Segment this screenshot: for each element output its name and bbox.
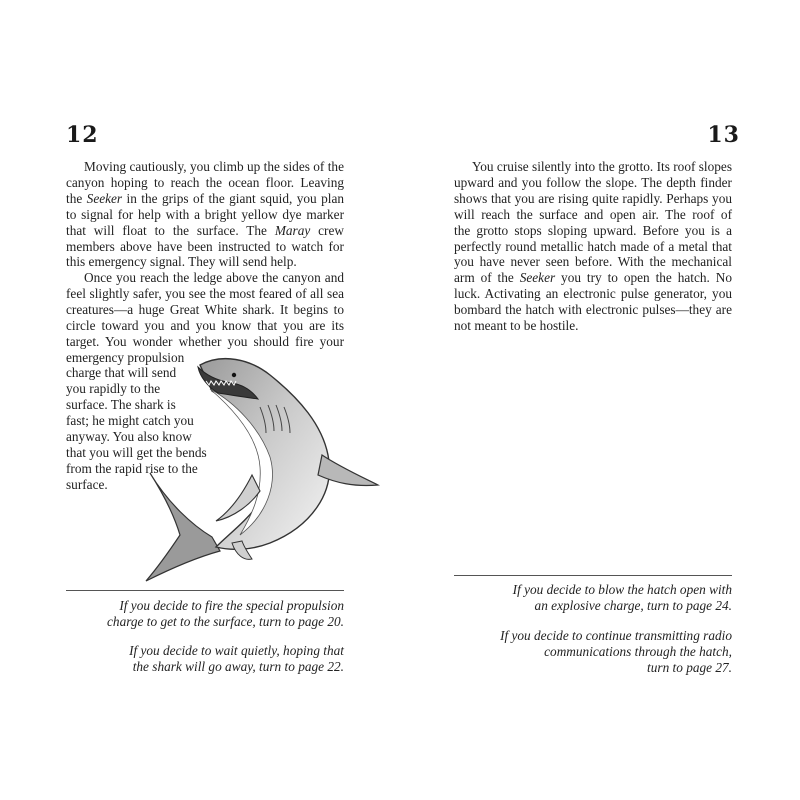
text-line: that you will get the bends — [66, 444, 207, 460]
right-paragraph — [454, 159, 732, 334]
choice-1 — [66, 598, 344, 630]
choice-line: If you decide to fire the special propulsion — [119, 598, 344, 613]
choice-line: charge to get to the surface, turn to page 20. — [107, 614, 344, 629]
left-paragraph-1 — [66, 159, 344, 270]
text-segment: in the grips of the giant squid, you plan — [122, 190, 344, 206]
text-line: the grotto stops sloping upward. Before you is a — [454, 222, 732, 238]
choice-1 — [454, 582, 732, 614]
text-line: surface. The shark is — [66, 397, 176, 413]
text-line: creatures—a huge Great White shark. It begins to — [66, 301, 344, 317]
text-line: you have never seen before. With the mechanical — [454, 254, 732, 270]
text-line: you rapidly to the — [66, 381, 161, 397]
divider-line — [454, 575, 732, 576]
text-segment: you try to open the hatch. No — [555, 270, 733, 286]
ship-name: Seeker — [519, 270, 556, 286]
choice-2 — [66, 643, 344, 675]
text-line: Once you reach the ledge above the canyon and — [84, 270, 344, 285]
choice-line: an explosive charge, turn to page 24. — [534, 598, 732, 613]
text-line: canyon hoping to reach the ocean floor. Leaving — [66, 174, 344, 190]
choice-line: If you decide to wait quietly, hoping that — [129, 643, 344, 658]
text-line: upward and you follow the slope. The depth finder — [454, 174, 732, 190]
shark-illustration — [140, 345, 380, 585]
page-number: 12 — [66, 122, 99, 148]
text-segment: that will float to the surface. The — [66, 222, 275, 238]
text-line — [454, 270, 732, 286]
text-line: circle toward you and you know that you are its — [66, 317, 344, 333]
choice-line: If you decide to continue transmitting radio — [500, 628, 732, 643]
text-line: emergency propulsion — [66, 349, 185, 365]
choice-line: the shark will go away, turn to page 22. — [132, 659, 344, 674]
ship-name: Seeker — [86, 190, 123, 206]
text-line: shows that you are rising quite rapidly. Perhaps you — [454, 190, 732, 206]
text-line: fast; he might catch you — [66, 413, 194, 429]
choice-line: communications through the hatch, — [544, 644, 732, 659]
divider-line — [66, 590, 344, 591]
text-line: bombard the hatch with electronic pulses—they are — [454, 302, 732, 318]
text-line: members above have been instructed to watch for — [66, 238, 344, 254]
text-line — [66, 223, 344, 239]
text-segment: crew — [310, 222, 344, 238]
text-line — [66, 191, 344, 207]
choice-line: If you decide to blow the hatch open with — [512, 582, 732, 597]
text-segment: arm of the — [454, 270, 520, 286]
text-line: anyway. You also know — [66, 429, 192, 445]
text-line: from the rapid rise to the — [66, 460, 198, 476]
text-line: luck. Activating an electronic pulse generator, you — [454, 286, 732, 302]
text-line: feel slightly safer, you see the most feared of all sea — [66, 285, 344, 301]
text-line: Moving cautiously, you climb up the sides of the — [84, 159, 344, 174]
text-line: You cruise silently into the grotto. Its roof slopes — [472, 159, 732, 174]
text-line: perfectly round metallic hatch made of a metal that — [454, 238, 732, 254]
right-page — [400, 0, 800, 800]
text-line: will reach the surface and open air. The roof of — [454, 206, 732, 222]
text-segment: the — [66, 190, 87, 206]
choice-line: turn to page 27. — [647, 660, 732, 675]
page-number: 13 — [707, 122, 740, 148]
ship-name: Maray — [274, 222, 311, 238]
text-line: target. You wonder whether you should fire your — [66, 333, 344, 349]
text-line: surface. — [66, 476, 108, 492]
text-line: charge that will send — [66, 365, 177, 381]
text-line: not meant to be hostile. — [454, 318, 579, 334]
text-line: this emergency signal. They will send help. — [66, 254, 297, 270]
choice-2 — [454, 628, 732, 676]
text-line: to signal for help with a bright yellow dye marker — [66, 206, 344, 222]
